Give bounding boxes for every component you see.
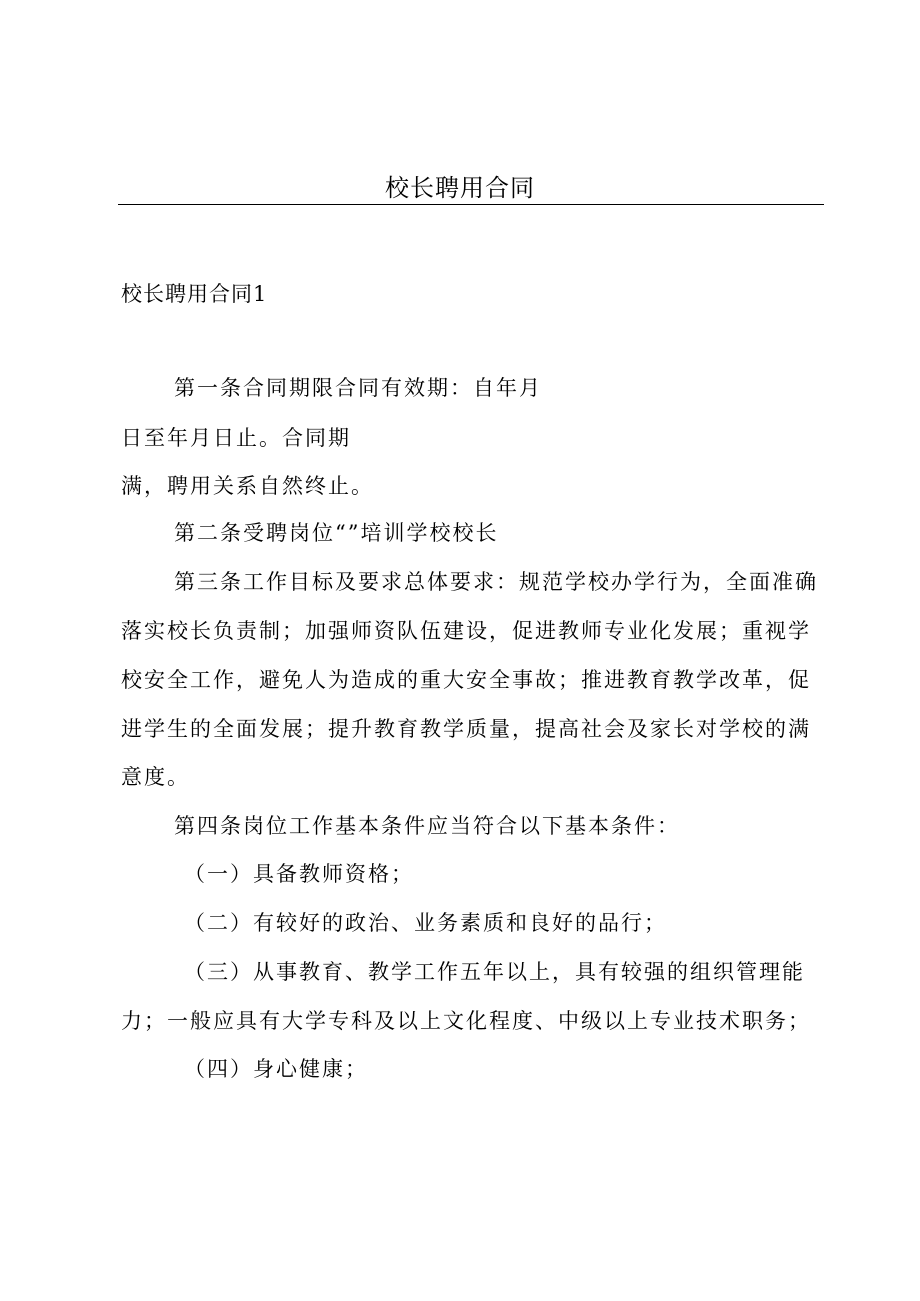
article-1-line-1: 第一条合同期限合同有效期：自年月 (174, 376, 542, 400)
section-heading: 校长聘用合同1 (121, 282, 268, 306)
article-4-item-3-line-2: 力；一般应具有大学专科及以上文化程度、中级以上专业技术职务； (121, 1009, 811, 1033)
title-underline (118, 204, 824, 205)
article-4-item-1: （一）具备教师资格； (184, 862, 414, 886)
article-4-line-1: 第四条岗位工作基本条件应当符合以下基本条件： (174, 814, 680, 838)
article-4-item-2: （二）有较好的政治、业务素质和良好的品行； (184, 911, 667, 935)
article-1-line-3: 满，聘用关系自然终止。 (121, 474, 374, 498)
article-3-line-5: 意度。 (121, 765, 190, 789)
article-4-item-3-line-1: （三）从事教育、教学工作五年以上，具有较强的组织管理能 (184, 960, 805, 984)
page-title: 校长聘用合同 (385, 174, 535, 202)
article-2-line-1: 第二条受聘岗位“”培训学校校长 (174, 521, 499, 545)
article-3-line-3: 校安全工作，避免人为造成的重大安全事故；推进教育教学改革，促 (121, 668, 811, 692)
article-1-line-2: 日至年月日止。合同期 (121, 426, 351, 450)
article-4-item-4: （四）身心健康； (184, 1057, 368, 1081)
article-3-line-4: 进学生的全面发展；提升教育教学质量，提高社会及家长对学校的满 (121, 717, 811, 741)
article-3-line-2: 落实校长负责制；加强师资队伍建设，促进教师专业化发展；重视学 (121, 619, 811, 643)
article-3-line-1: 第三条工作目标及要求总体要求：规范学校办学行为，全面准确 (174, 570, 818, 594)
